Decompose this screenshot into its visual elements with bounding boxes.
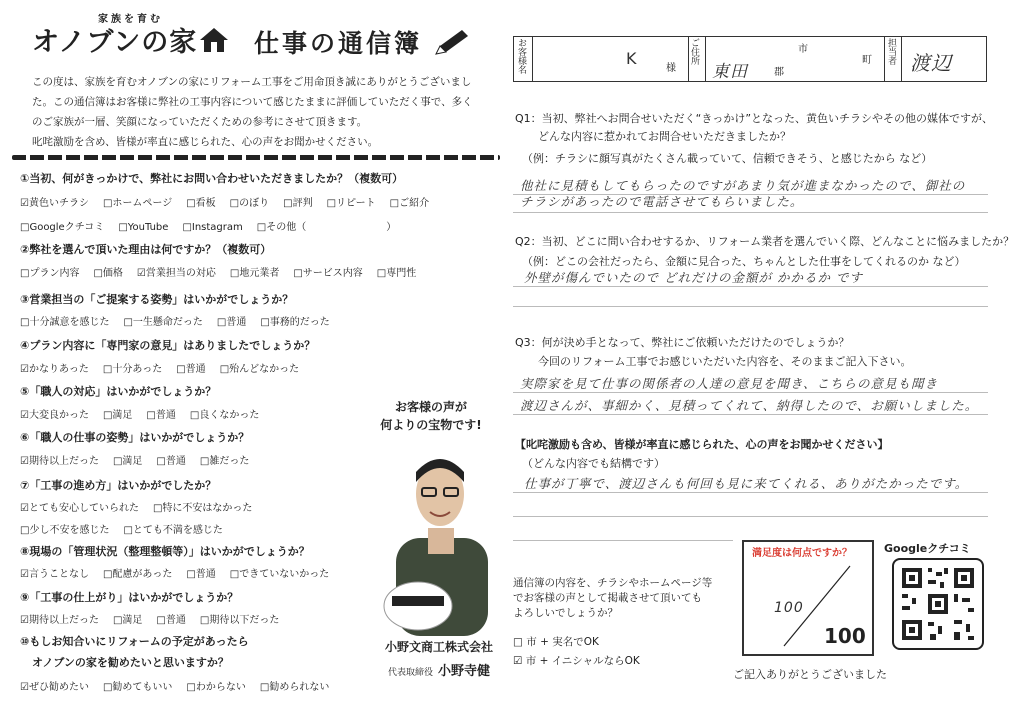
pen-icon: [432, 28, 472, 62]
q4-answer: 仕事が丁寧で、渡辺さんも何回も見に来てくれる、ありがたかったです。: [524, 476, 969, 491]
answer-row: [20, 406, 273, 421]
answer-row: [20, 678, 343, 693]
checkbox-option[interactable]: □少し不安を感じた: [20, 525, 110, 536]
question-1: ①当初、何がきっかけで、弊社にお問い合わせいただきましたか？（複数可）: [20, 172, 404, 185]
checkbox-option[interactable]: □プラン内容: [20, 268, 80, 279]
checkbox-option[interactable]: □Instagram: [182, 222, 243, 233]
q3-text: Q3：何が決め手となって、弊社にご依頼いただけたのでしょうか？: [515, 336, 850, 349]
q3-answer-line1: 実際家を見て仕事の関係者の人達の意見を聞き、こちらの意見も聞き: [520, 376, 939, 391]
answer-row: [20, 521, 237, 536]
answer-row: [20, 452, 263, 467]
q2-text: Q2：当初、どこに問い合わせするか、リフォーム業者を選んでいく際、どんなことに悩みましたか？: [515, 235, 1015, 248]
answer-row: [20, 611, 293, 626]
question-8: ⑧現場の「管理状況（整理整頓等）」はいかがでしょうか？: [20, 545, 310, 558]
staff-label: 担当者: [886, 38, 896, 65]
brand-name: オノブンの家: [32, 27, 198, 58]
answer-row: [20, 264, 430, 279]
county-label: 郡: [774, 67, 784, 78]
question-4: ④プラン内容に「専門家の意見」はありましたでしょうか？: [20, 339, 316, 352]
checkbox-option[interactable]: □配慮があった: [102, 569, 173, 580]
checkbox-option[interactable]: □わからない: [186, 682, 246, 693]
checkbox-option[interactable]: □十分あった: [102, 364, 163, 375]
checkbox-option[interactable]: □普通: [176, 364, 206, 375]
checkbox-option[interactable]: ☑とても安心していられた: [20, 503, 139, 514]
checkbox-option[interactable]: □普通: [156, 456, 186, 467]
customer-name-label: お客様名: [516, 38, 526, 74]
checkbox-option[interactable]: □勧められない: [259, 682, 330, 693]
score-box: [742, 540, 874, 656]
checkbox-option[interactable]: □十分誠意を感じた: [20, 317, 110, 328]
checkbox-option[interactable]: □普通: [216, 317, 247, 328]
q4-text: 【叱咤激励も含め、皆様が率直に感じられた、心の声をお聞かせください】: [515, 438, 889, 451]
question-10-line2: オノブンの家を勧めたいと思いますか？: [32, 656, 229, 669]
thanks-text: ご記入ありがとうございました: [733, 668, 887, 681]
qr-code[interactable]: [892, 558, 984, 650]
answer-line: [513, 286, 988, 287]
bubble-text: お客様の声が 何よりの宝物です!: [380, 400, 482, 432]
publish-question: 通信簿の内容を、チラシやホームページ等 でお客様の声として掲載させて頂いても よろしいでしょうか？: [513, 577, 713, 619]
checkbox-option[interactable]: □良くなかった: [189, 410, 260, 421]
answer-row: [20, 565, 343, 580]
answer-row: [20, 499, 266, 514]
checkbox-option[interactable]: □価格: [93, 268, 123, 279]
house-icon: [199, 27, 229, 60]
answer-row: [20, 218, 410, 233]
answer-line: [513, 414, 988, 415]
question-6: ⑥「職人の仕事の姿勢」はいかがでしょうか？: [20, 431, 250, 444]
checkbox-option[interactable]: □地元業者: [229, 268, 280, 279]
staff-value: 渡辺: [910, 51, 952, 75]
q2-answer: 外壁が傷んでいたので どれだけの金額が かかるか です: [524, 270, 863, 285]
score-value: 100: [774, 600, 804, 616]
score-max: 100: [824, 624, 866, 648]
checkbox-option[interactable]: □リピート: [326, 198, 376, 209]
answer-line: [513, 540, 733, 541]
checkbox-option[interactable]: □専門性: [376, 268, 417, 279]
question-9: ⑨「工事の仕上がり」はいかがでしょうか？: [20, 591, 239, 604]
checkbox-option[interactable]: □雑だった: [199, 456, 250, 467]
checkbox-option[interactable]: □勧めてもいい: [102, 682, 173, 693]
answer-line: [513, 306, 988, 307]
address-label: ご住所: [689, 38, 699, 65]
checkbox-option[interactable]: ☑期待以上だった: [20, 615, 99, 626]
answer-line: [513, 392, 988, 393]
customer-sama: 様: [666, 63, 676, 74]
checkbox-option[interactable]: □評判: [283, 198, 313, 209]
checkbox-option[interactable]: □YouTube: [118, 222, 169, 233]
question-10: ⑩もしお知合いにリフォームの予定があったら: [20, 635, 249, 648]
checkbox-option[interactable]: □満足: [102, 410, 133, 421]
checkbox-option[interactable]: □Googleクチコミ: [20, 222, 105, 233]
checkbox-option[interactable]: □その他（ ）: [256, 222, 397, 233]
checkbox-option[interactable]: □できていないかった: [229, 569, 330, 580]
page-title: 仕事の通信簿: [254, 29, 423, 58]
q2-example: （例：どこの会社だったら、金額に見合った、ちゃんとした仕事をしてくれるのか など）: [522, 255, 966, 268]
checkbox-option[interactable]: □期待以下だった: [199, 615, 280, 626]
q1-text: Q1：当初、弊社へお問合せいただく“きっかけ”となった、黄色いチラシやその他の媒体ですが、: [515, 112, 994, 125]
answer-row: [20, 313, 344, 328]
checkbox-option[interactable]: ☑言うことなし: [20, 569, 89, 580]
checkbox-option[interactable]: ☑期待以上だった: [20, 456, 99, 467]
checkbox-option[interactable]: ☑大変良かった: [20, 410, 89, 421]
publish-option-real-name[interactable]: □ 市 + 実名でOK: [513, 636, 599, 648]
q1-answer-line1: 他社に見積もしてもらったのですがあまり気が進まなかったので、御社の: [520, 178, 966, 193]
checkbox-option[interactable]: □ホームページ: [102, 198, 173, 209]
tagline: 家族を育む: [98, 14, 163, 25]
question-7: ⑦「工事の進め方」はいかがでしたか？: [20, 479, 217, 492]
checkbox-option[interactable]: □事務的だった: [260, 317, 330, 328]
checkbox-option[interactable]: □特に不安はなかった: [152, 503, 253, 514]
representative: 代表取締役 小野寺健: [387, 664, 491, 679]
answer-line: [513, 492, 988, 493]
question-5: ⑤「職人の対応」はいかがでしょうか？: [20, 385, 217, 398]
checkbox-option[interactable]: ☑黄色いチラシ: [20, 198, 89, 209]
customer-info-box: [513, 36, 987, 82]
checkbox-option[interactable]: □ご紹介: [389, 198, 430, 209]
question-3: ③営業担当の「ご提案する姿勢」はいかがでしょうか？: [20, 293, 294, 306]
question-2: ②弊社を選んで頂いた理由は何ですか？（複数可）: [20, 243, 272, 256]
q4-example: （どんな内容でも結構です）: [522, 457, 665, 470]
q1-answer-line2: チラシがあったので電話させてもらいました。: [520, 194, 804, 209]
checkbox-option[interactable]: □満足: [112, 456, 143, 467]
checkbox-option[interactable]: □普通: [186, 569, 216, 580]
brand-logo: [32, 20, 229, 60]
checkbox-option[interactable]: □看板: [186, 198, 216, 209]
q1-example: （例：チラシに顔写真がたくさん載っていて、信頼できそう、と感じたから など）: [522, 152, 933, 165]
customer-name-value: K: [626, 49, 638, 68]
checkbox-option[interactable]: ☑かなりあった: [20, 364, 89, 375]
q1-text-line2: どんな内容に惹かれてお問合せいただきましたか？: [538, 130, 791, 143]
answer-row: [20, 360, 313, 375]
checkbox-option[interactable]: ☑ぜひ勧めたい: [20, 682, 89, 693]
address-value: 東田: [712, 62, 748, 82]
representative-photo: [378, 446, 500, 640]
town-label: 町: [862, 55, 872, 66]
answer-row: [20, 194, 443, 209]
checkbox-option[interactable]: ☑営業担当の対応: [136, 268, 216, 279]
answer-line: [513, 212, 988, 213]
publish-option-initials[interactable]: ☑ 市 + イニシャルならOK: [513, 655, 640, 667]
checkbox-option[interactable]: □普通: [146, 410, 176, 421]
score-title: 満足度は何点ですか？: [752, 548, 852, 559]
checkbox-option[interactable]: □殆んどなかった: [219, 364, 300, 375]
q3-answer-line2: 渡辺さんが、事細かく、見積ってくれて、納得したので、お願いしました。: [520, 398, 979, 413]
checkbox-option[interactable]: □普通: [156, 615, 186, 626]
q3-text-line2: 今回のリフォーム工事でお感じいただいた内容を、そのままご記入下さい。: [538, 355, 912, 368]
checkbox-option[interactable]: □一生懸命だった: [123, 317, 203, 328]
checkbox-option[interactable]: □サービス内容: [293, 268, 363, 279]
city-label: 市: [798, 44, 808, 55]
checkbox-option[interactable]: □のぼり: [229, 198, 270, 209]
google-review-title: Googleクチコミ: [884, 542, 971, 555]
answer-line: [513, 516, 988, 517]
intro-text: この度は、家族を育むオノブンの家にリフォーム工事をご用命頂き誠にありがとうございまし た。この通信簿はお客様に弊社の工事内容について感じたままに評価していただく事で、多く のご家族が一層、笑顔になっていただくための参考にさせて頂きます。 叱咤激励を含め、皆様が率直に感じられた、心の声をお聞かせください。: [32, 76, 473, 148]
company-name: 小野文商工株式会社: [384, 640, 493, 654]
checkbox-option[interactable]: □満足: [112, 615, 143, 626]
checkbox-option[interactable]: □とても不満を感じた: [123, 525, 223, 536]
divider: [12, 155, 500, 160]
